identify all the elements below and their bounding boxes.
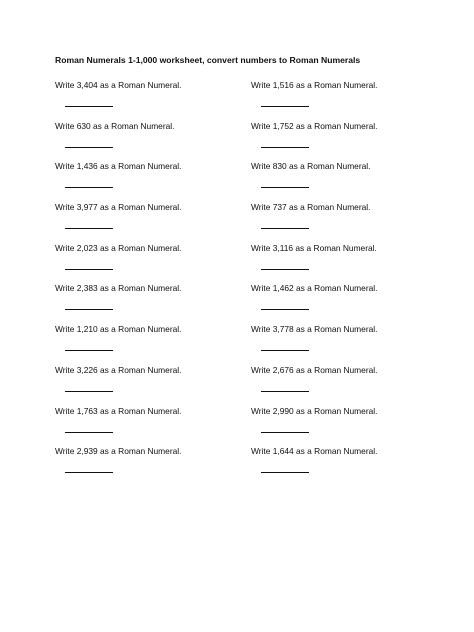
answer-blank-line[interactable] [65,391,113,392]
question-text: Write 3,404 as a Roman Numeral. [55,80,182,90]
question-item [251,324,441,365]
question-item [55,121,245,162]
worksheet-title: Roman Numerals 1-1,000 worksheet, convert numbers to Roman Numerals [55,55,361,65]
question-item [251,80,441,121]
question-item [251,406,441,447]
right-question-column [251,80,441,487]
question-text: Write 1,462 as a Roman Numeral. [251,283,378,294]
question-text: Write 1,644 as a Roman Numeral. [251,446,378,457]
question-item [55,202,245,243]
answer-blank-line[interactable] [261,269,309,270]
answer-blank-line[interactable] [65,350,113,351]
question-text: Write 2,023 as a Roman Numeral. [55,242,182,253]
question-item [251,161,441,202]
question-item [55,365,245,406]
question-text: Write 1,436 as a Roman Numeral. [55,161,182,172]
question-text: Write 1,210 as a Roman Numeral. [55,324,182,335]
answer-blank-line[interactable] [261,147,309,148]
answer-blank-line[interactable] [261,472,309,473]
question-item [55,243,245,284]
answer-blank-line[interactable] [65,472,113,473]
answer-blank-line[interactable] [65,187,113,188]
question-item [55,161,245,202]
question-item [251,243,441,284]
question-item [251,365,441,406]
question-text: Write 830 as a Roman Numeral. [251,161,371,172]
question-item [251,121,441,162]
question-text: Write 2,990 as a Roman Numeral. [251,405,378,416]
question-text: Write 1,516 as a Roman Numeral. [251,80,378,90]
answer-blank-line[interactable] [261,391,309,392]
answer-blank-line[interactable] [65,269,113,270]
answer-blank-line[interactable] [261,309,309,310]
question-item [55,324,245,365]
question-item [55,80,245,121]
question-text: Write 2,676 as a Roman Numeral. [251,364,378,375]
answer-blank-line[interactable] [261,106,309,107]
question-item [55,406,245,447]
answer-blank-line[interactable] [65,432,113,433]
question-text: Write 1,763 as a Roman Numeral. [55,405,182,416]
question-item [251,446,441,487]
question-text: Write 2,383 as a Roman Numeral. [55,283,182,294]
question-text: Write 3,977 as a Roman Numeral. [55,202,182,213]
answer-blank-line[interactable] [65,309,113,310]
question-text: Write 630 as a Roman Numeral. [55,120,175,131]
answer-blank-line[interactable] [261,228,309,229]
question-item [251,283,441,324]
answer-blank-line[interactable] [65,147,113,148]
question-text: Write 2,939 as a Roman Numeral. [55,446,182,457]
question-text: Write 3,116 as a Roman Numeral. [251,242,377,253]
answer-blank-line[interactable] [65,228,113,229]
answer-blank-line[interactable] [261,432,309,433]
answer-blank-line[interactable] [261,187,309,188]
question-text: Write 3,778 as a Roman Numeral. [251,324,378,335]
question-item [55,283,245,324]
question-item [251,202,441,243]
question-text: Write 1,752 as a Roman Numeral. [251,120,378,131]
question-text: Write 3,226 as a Roman Numeral. [55,364,182,375]
left-question-column [55,80,245,487]
answer-blank-line[interactable] [65,106,113,107]
question-text: Write 737 as a Roman Numeral. [251,202,371,213]
answer-blank-line[interactable] [261,350,309,351]
question-item [55,446,245,487]
